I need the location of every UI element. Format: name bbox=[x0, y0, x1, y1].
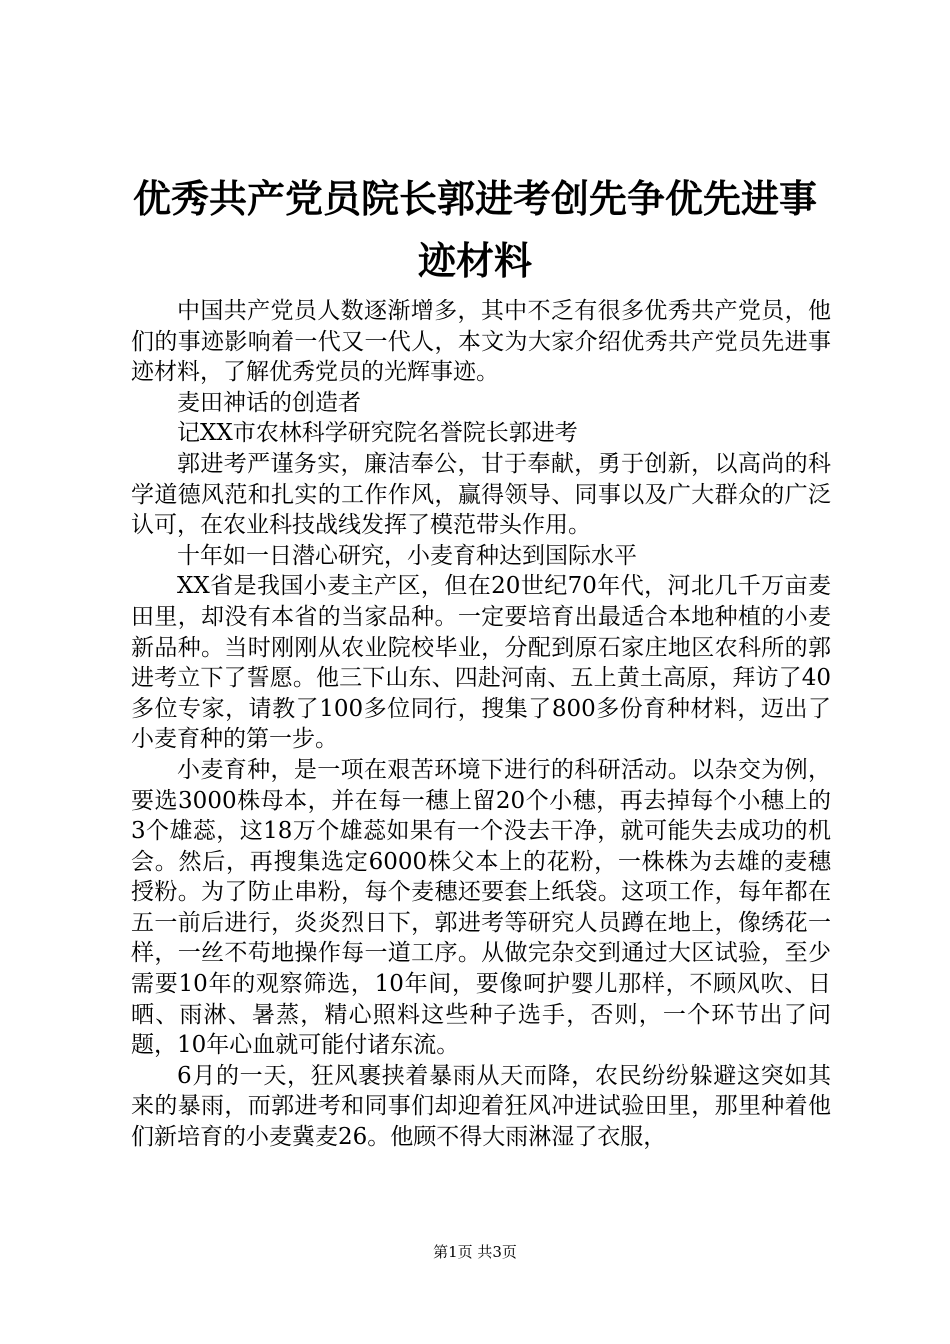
paragraph-background: XX省是我国小麦主产区，但在20世纪70年代，河北几千万亩麦田里，却没有本省的当家品种。一定要培育出最适合本地种植的小麦新品种。当时刚刚从农业院校毕业，分配到原石家庄地区农科所的郭进考立下了誓愿。他三下山东、四赴河南、五上黄土高原，拜访了40多位专家，请教了100多位同行，搜集了800多份育种材料，迈出了小麦育种的第一步。 bbox=[131, 573, 831, 753]
page-number-footer: 第1页 共3页 bbox=[433, 1243, 517, 1261]
paragraph-heading-2: 记XX市农林科学研究院名誉院长郭进考 bbox=[177, 420, 578, 447]
document-body bbox=[131, 296, 831, 1153]
paragraph-heading-1: 麦田神话的创造者 bbox=[177, 389, 361, 416]
document-title: 优秀共产党员院长郭进考创先争优先进事迹材料 bbox=[132, 176, 817, 283]
paragraph-storm: 6月的一天，狂风裹挟着暴雨从天而降，农民纷纷躲避这突如其来的暴雨，而郭进考和同事们却迎着狂风冲进试验田里，那里种着他们新培育的小麦冀麦26。他顾不得大雨淋湿了衣服， bbox=[131, 1062, 831, 1151]
paragraph-intro: 中国共产党员人数逐渐增多，其中不乏有很多优秀共产党员，他们的事迹影响着一代又一代人，本文为大家介绍优秀共产党员先进事迹材料，了解优秀党员的光辉事迹。 bbox=[131, 298, 831, 386]
paragraph-breeding: 小麦育种，是一项在艰苦环境下进行的科研活动。以杂交为例，要选3000株母本，并在每一穗上留20个小穗，再去掉每个小穗上的3个雄蕊，这18万个雄蕊如果有一个没去干净，就可能失去成功的机会。然后，再搜集选定6000株父本上的花粉，一株株为去雄的麦穗授粉。为了防止串粉，每个麦穗还要套上纸袋。这项工作，每年都在五一前后进行，炎炎烈日下，郭进考等研究人员蹲在地上，像绣花一样，一丝不苟地操作每一道工序。从做完杂交到通过大区试验，至少需要10年的观察筛选，10年间，要像呵护婴儿那样，不顾风吹、日晒、雨淋、暑蒸，精心照料这些种子选手，否则，一个环节出了问题，10年心血就可能付诸东流。 bbox=[131, 756, 831, 1059]
paragraph-section-heading: 十年如一日潜心研究，小麦育种达到国际水平 bbox=[177, 542, 637, 569]
paragraph-summary: 郭进考严谨务实，廉洁奉公，甘于奉献，勇于创新，以高尚的科学道德风范和扎实的工作作风，赢得领导、同事以及广大群众的广泛认可，在农业科技战线发挥了模范带头作用。 bbox=[131, 450, 831, 539]
